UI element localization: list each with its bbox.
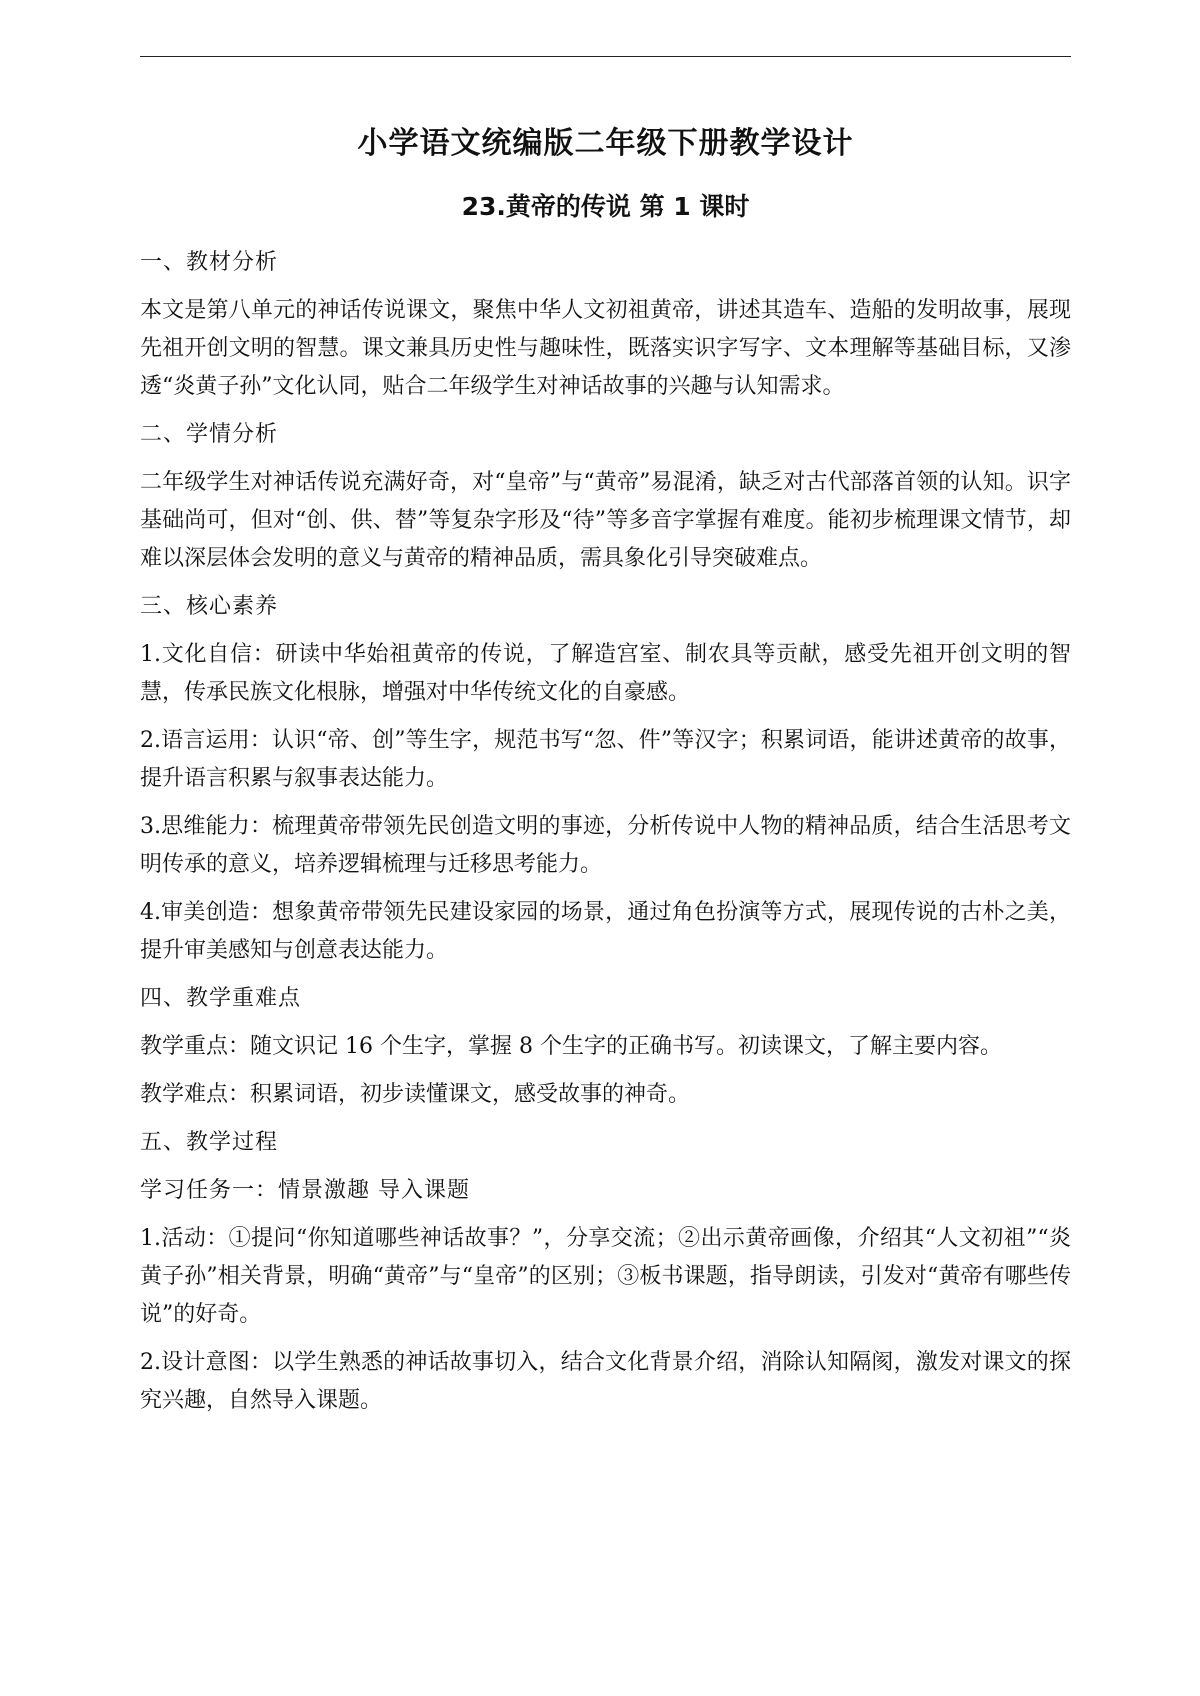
paragraph-teaching-difficulty: 教学难点：积累词语，初步读懂课文，感受故事的神奇。 <box>140 1082 691 1107</box>
paragraph-cultural-confidence: 1.文化自信：研读中华始祖黄帝的传说，了解造宫室、制农具等贡献，感受先祖开创文明的智慧，传承民族文化根脉，增强对中华传统文化的自豪感。 <box>140 642 1071 705</box>
learning-task-one: 学习任务一：情景激趣 导入课题 <box>140 1178 470 1203</box>
paragraph-aesthetic-creation: 4.审美创造：想象黄帝带领先民建设家园的场景，通过角色扮演等方式，展现传说的古朴之美，提升审美感知与创意表达能力。 <box>140 900 1071 963</box>
section-heading-teaching-process: 五、教学过程 <box>140 1130 279 1155</box>
document-title: 小学语文统编版二年级下册教学设计 <box>357 126 854 161</box>
header-rule <box>140 56 1071 57</box>
paragraph-teaching-focus: 教学重点：随文识记 16 个生字，掌握 8 个生字的正确书写。初读课文，了解主要内容。 <box>140 1034 1002 1059</box>
paragraph-activity: 1.活动：①提问“你知道哪些神话故事？”，分享交流；②出示黄帝画像，介绍其“人文初祖”“炎黄子孙”相关背景，明确“黄帝”与“皇帝”的区别；③板书课题，指导朗读，引发对“黄帝有哪些传说”的好奇。 <box>140 1226 1071 1327</box>
paragraph-design-intent: 2.设计意图：以学生熟悉的神话故事切入，结合文化背景介绍，消除认知隔阂，激发对课文的探究兴趣，自然导入课题。 <box>140 1350 1071 1413</box>
paragraph-student-analysis: 二年级学生对神话传说充满好奇，对“皇帝”与“黄帝”易混淆，缺乏对古代部落首领的认知。识字基础尚可，但对“创、供、替”等复杂字形及“待”等多音字掌握有难度。能初步梳理课文情节，却难以深层体会发明的意义与黄帝的精神品质，需具象化引导突破难点。 <box>140 470 1071 571</box>
section-heading-core-literacy: 三、核心素养 <box>140 594 279 619</box>
paragraph-thinking-ability: 3.思维能力：梳理黄帝带领先民创造文明的事迹，分析传说中人物的精神品质，结合生活思考文明传承的意义，培养逻辑梳理与迁移思考能力。 <box>140 814 1071 877</box>
document-page <box>140 0 1071 1696</box>
lesson-subtitle: 23.黄帝的传说 第 1 课时 <box>461 192 750 221</box>
paragraph-textbook-analysis: 本文是第八单元的神话传说课文，聚焦中华人文初祖黄帝，讲述其造车、造船的发明故事，展现先祖开创文明的智慧。课文兼具历史性与趣味性，既落实识字写字、文本理解等基础目标，又渗透“炎黄子孙”文化认同，贴合二年级学生对神话故事的兴趣与认知需求。 <box>140 298 1071 399</box>
section-heading-textbook-analysis: 一、教材分析 <box>140 250 279 275</box>
document-body <box>140 244 1071 1430</box>
paragraph-language-use: 2.语言运用：认识“帝、创”等生字，规范书写“忽、件”等汉字；积累词语，能讲述黄帝的故事，提升语言积累与叙事表达能力。 <box>140 728 1071 791</box>
section-heading-key-points: 四、教学重难点 <box>140 986 302 1011</box>
section-heading-student-analysis: 二、学情分析 <box>140 422 279 447</box>
